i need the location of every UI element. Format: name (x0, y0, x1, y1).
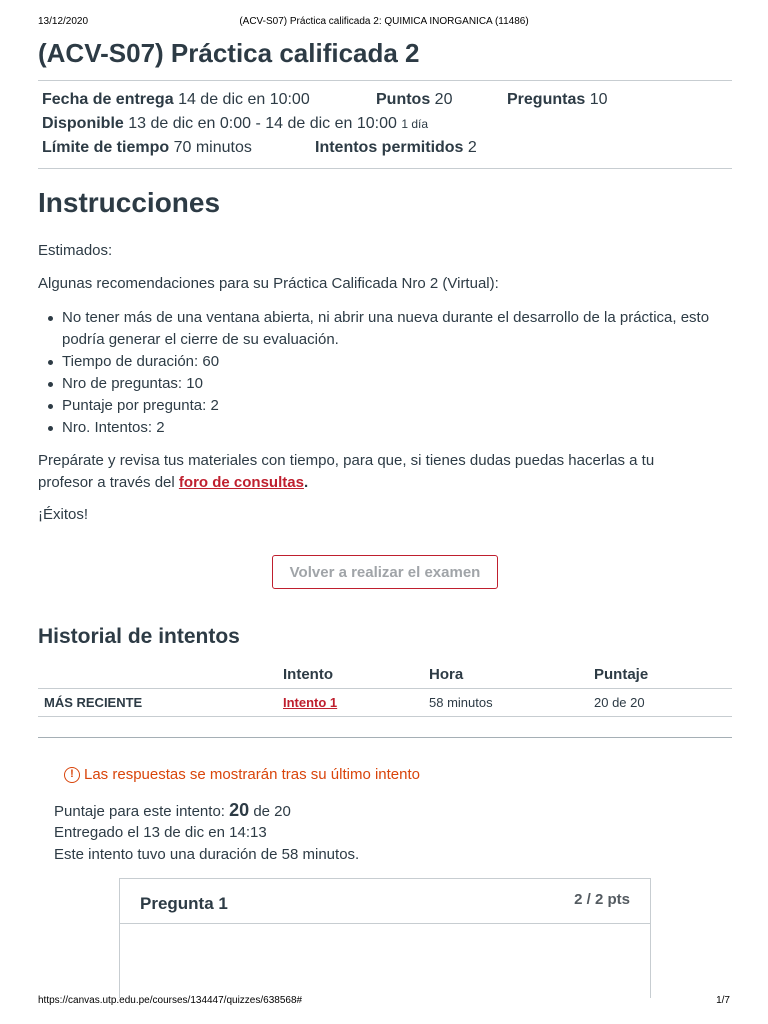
points (376, 91, 452, 109)
warning-icon: ! (64, 767, 80, 783)
instructions-intro: Algunas recomendaciones para su Práctica Calificada Nro 2 (Virtual): (38, 275, 499, 292)
score-total: de 20 (249, 803, 291, 820)
list-item: No tener más de una ventana abierta, ni abrir una nueva durante el desarrollo de la práctica, esto podría generar el cierre de su evaluación. (62, 307, 742, 351)
questions-value: 10 (589, 91, 608, 108)
instructions-title: Instrucciones (38, 187, 221, 218)
list-item: Nro. Intentos: 2 (62, 417, 742, 439)
retake-quiz-button[interactable]: Volver a realizar el examen (272, 555, 498, 589)
instructions-closing: ¡Éxitos! (38, 506, 89, 523)
prepare-end: . (303, 474, 309, 491)
question-card (119, 878, 651, 998)
attempt-score-line (54, 800, 291, 821)
list-item: Tiempo de duración: 60 (62, 351, 742, 373)
time-limit-label: Límite de tiempo (42, 139, 170, 156)
divider (38, 737, 732, 738)
question-title: Pregunta 1 (140, 894, 228, 913)
question-header (120, 879, 650, 924)
recommendations-list (62, 307, 742, 439)
warning-text: Las respuestas se mostrarán tras su último intento (84, 766, 420, 783)
score-value: 20 (229, 800, 250, 820)
questions-count (507, 91, 608, 109)
header-time: Hora (429, 666, 464, 683)
print-url: https://canvas.utp.edu.pe/courses/134447/quizzes/638568# (38, 995, 303, 1006)
attempt-duration: Este intento tuvo una duración de 58 minutos. (54, 846, 360, 863)
attempt-score: 20 de 20 (594, 695, 645, 710)
available-value: 13 de dic en 0:00 - 14 de dic en 10:00 (128, 115, 397, 132)
time-limit-value: 70 minutos (173, 139, 252, 156)
list-item: Puntaje por pregunta: 2 (62, 395, 742, 417)
header-score: Puntaje (594, 666, 649, 683)
questions-label: Preguntas (507, 91, 586, 108)
available-label: Disponible (42, 115, 124, 132)
available-duration: 1 día (401, 117, 429, 131)
print-page-number: 1/7 (716, 995, 730, 1006)
divider (38, 80, 732, 81)
print-date: 13/12/2020 (38, 16, 89, 27)
time-limit (42, 139, 252, 157)
attempts-allowed (315, 139, 477, 157)
due-value: 14 de dic en 10:00 (178, 91, 310, 108)
print-title: (ACV-S07) Práctica calificada 2: QUIMICA INORGANICA (11486) (239, 16, 529, 27)
score-label: Puntaje para este intento: (54, 803, 230, 820)
forum-link[interactable]: foro de consultas (178, 474, 304, 491)
history-title: Historial de intentos (38, 625, 240, 648)
question-points: 2 / 2 pts (574, 891, 630, 908)
attempt-link[interactable]: Intento 1 (283, 695, 338, 710)
prepare-text: Prepárate y revisa tus materiales con tiempo, para que, si tienes dudas puedas hacerlas a tu profesor a través del (38, 452, 655, 491)
attempt-time: 58 minutos (429, 695, 493, 710)
header-attempt: Intento (283, 666, 333, 683)
recent-label: MÁS RECIENTE (44, 695, 143, 710)
table-divider (38, 688, 732, 689)
points-label: Puntos (376, 91, 431, 108)
page-title: (ACV-S07) Práctica calificada 2 (38, 38, 420, 68)
answers-warning (64, 766, 420, 783)
divider (38, 168, 732, 169)
instructions-greeting: Estimados: (38, 242, 113, 259)
table-divider (38, 716, 732, 717)
prepare-paragraph (38, 450, 698, 494)
availability (42, 115, 428, 133)
list-item: Nro de preguntas: 10 (62, 373, 742, 395)
attempts-value: 2 (467, 139, 477, 156)
submitted-date: Entregado el 13 de dic en 14:13 (54, 824, 267, 841)
due-label: Fecha de entrega (42, 91, 174, 108)
points-value: 20 (434, 91, 453, 108)
due-date (42, 91, 310, 109)
attempts-label: Intentos permitidos (315, 139, 464, 156)
